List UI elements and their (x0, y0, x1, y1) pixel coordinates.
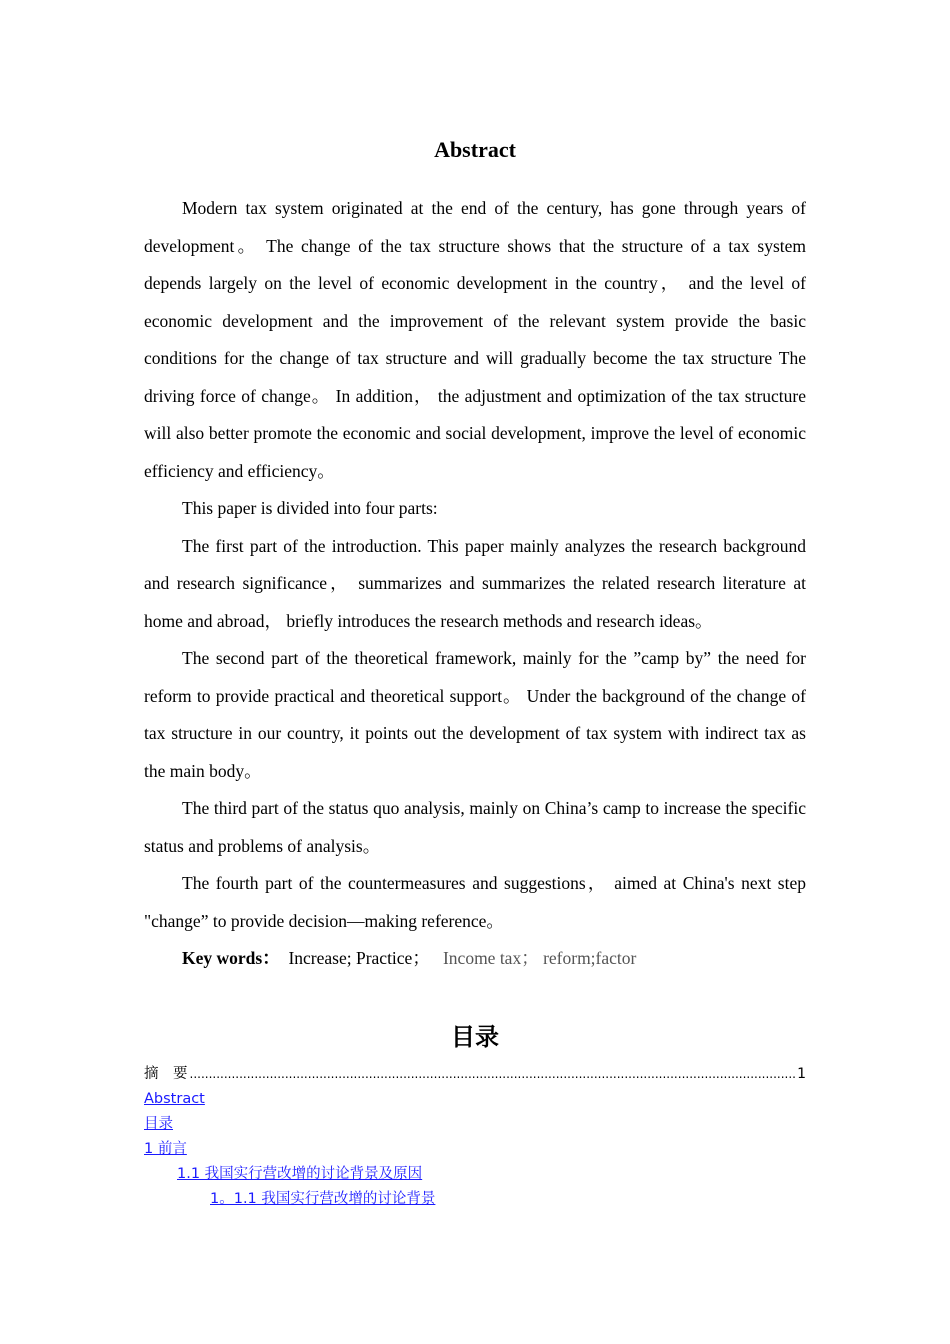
toc-entry-section-1-1 (144, 1162, 806, 1187)
keywords-label: Key words： (182, 948, 280, 968)
table-of-contents (144, 1062, 806, 1212)
abstract-body (144, 190, 806, 978)
toc-link-abstract[interactable]: Abstract (144, 1091, 205, 1107)
abstract-paragraph-2: This paper is divided into four parts: (182, 498, 438, 518)
toc-leader-dots (190, 1062, 796, 1087)
abstract-paragraph-4: The second part of the theoretical framework, mainly for the ”camp by” the need for reform to provide practical and theoretical support。 Under the background of the change of tax structure in our country, it points out the development of tax system with indirect tax as the main body。 (144, 648, 806, 781)
keywords-first: Increase; Practice； (288, 948, 430, 968)
abstract-paragraph-3: The first part of the introduction. This paper mainly analyzes the research background and research significance， summarizes and summarizes the related research literature at home and abroad， briefly introduces the research methods and research ideas。 (144, 535, 806, 631)
abstract-paragraph-1: Modern tax system originated at the end of the century, has gone through years of development。 The change of the tax structure shows that the structure of a tax system depends largely on the level of economic development in the country， and the level of economic development and the improvement of the relevant system provide the basic conditions for the change of tax structure and will gradually become the tax structure The driving force of change。 In addition， the adjustment and optimization of the tax structure will also better promote the economic and social development, improve the level of economic efficiency and efficiency。 (144, 198, 806, 481)
toc-link-contents[interactable]: 目录 (144, 1116, 173, 1132)
toc-entry-label: 摘 要 (144, 1066, 188, 1082)
toc-link-section-1-1-1[interactable]: 1。1.1 我国实行营改增的讨论背景 (210, 1191, 436, 1207)
keywords-second: Income tax； reform;factor (442, 948, 637, 968)
toc-page-number: 1 (797, 1066, 806, 1082)
keywords-line (144, 940, 806, 978)
toc-link-section-1-1[interactable]: 1.1 我国实行营改增的讨论背景及原因 (177, 1166, 423, 1182)
abstract-title: Abstract (434, 137, 516, 162)
toc-entry-contents (144, 1112, 806, 1137)
abstract-paragraph-6: The fourth part of the countermeasures and suggestions， aimed at China's next step "change” to provide decision—making reference。 (144, 873, 806, 931)
toc-entry-summary[interactable] (144, 1062, 806, 1087)
toc-entry-introduction (144, 1137, 806, 1162)
abstract-paragraph-5: The third part of the status quo analysis, mainly on China’s camp to increase the specific status and problems of analysis。 (144, 798, 806, 856)
toc-title: 目录 (451, 1023, 499, 1051)
toc-link-introduction[interactable]: 1 前言 (144, 1141, 187, 1157)
toc-entry-abstract (144, 1087, 806, 1112)
toc-entry-section-1-1-1 (144, 1187, 806, 1212)
